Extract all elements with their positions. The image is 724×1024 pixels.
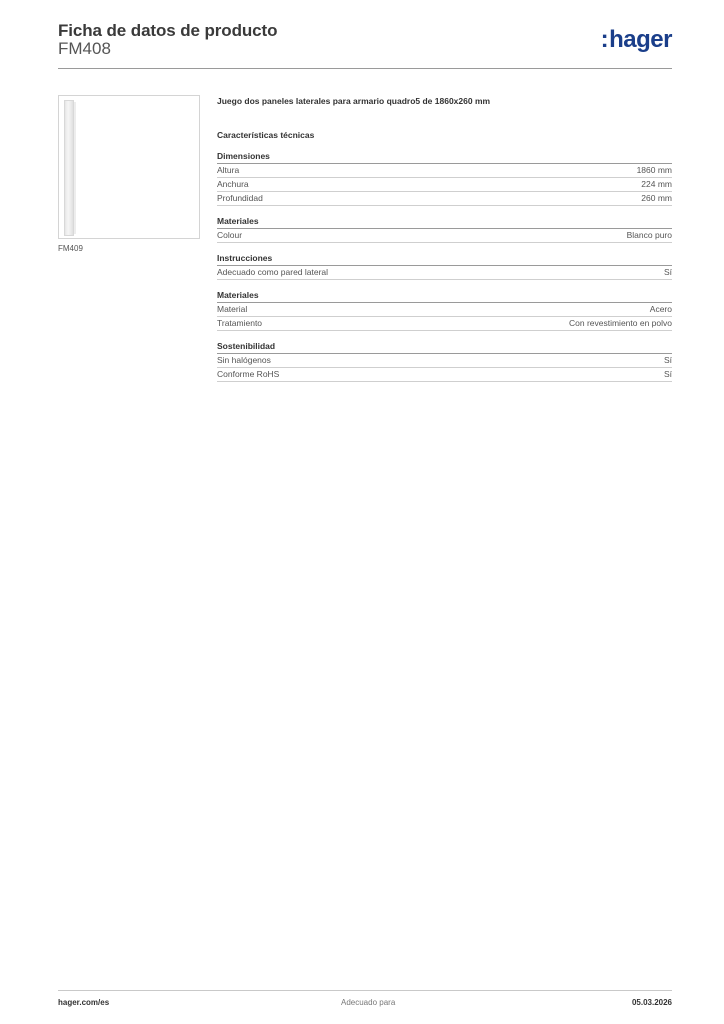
product-description: Juego dos paneles laterales para armario quadro5 de 1860x260 mm	[217, 96, 491, 106]
spec-label: Tratamiento	[217, 318, 263, 328]
footer-divider	[58, 990, 672, 991]
section-title: Instrucciones	[217, 254, 672, 266]
spec-value: Blanco puro	[626, 230, 672, 240]
spec-row	[217, 178, 672, 192]
product-image	[58, 95, 200, 239]
section-title: Dimensiones	[217, 152, 672, 164]
side-panel-illustration	[64, 100, 74, 236]
spec-row	[217, 354, 672, 368]
spec-row	[217, 164, 672, 178]
footer-date: 05.03.2026	[631, 998, 672, 1007]
spec-label: Anchura	[217, 179, 249, 189]
hager-logo: :hager	[600, 26, 672, 53]
spec-section	[217, 254, 672, 280]
spec-row	[217, 317, 672, 331]
spec-label: Adecuado como pared lateral	[217, 267, 329, 277]
spec-section	[217, 342, 672, 382]
section-title: Sostenibilidad	[217, 342, 672, 354]
spec-label: Conforme RoHS	[217, 369, 280, 379]
section-title: Materiales	[217, 217, 672, 229]
spec-row	[217, 192, 672, 206]
spec-section	[217, 217, 672, 243]
tech-characteristics-title: Características técnicas	[217, 130, 315, 140]
spec-row	[217, 266, 672, 280]
spec-label: Profundidad	[217, 193, 263, 203]
spec-label: Sin halógenos	[217, 355, 271, 365]
footer-center-text: Adecuado para	[341, 998, 396, 1007]
spec-content	[217, 96, 672, 393]
spec-value: Con revestimiento en polvo	[568, 318, 672, 328]
spec-label: Altura	[217, 165, 240, 175]
spec-label: Colour	[217, 230, 243, 240]
product-image-caption: FM409	[58, 244, 83, 253]
document-title: Ficha de datos de producto	[58, 21, 278, 40]
spec-section	[217, 152, 672, 206]
spec-value: 1860 mm	[636, 165, 672, 175]
spec-label: Material	[217, 304, 248, 314]
spec-section	[217, 291, 672, 331]
spec-value: Sí	[663, 267, 672, 277]
spec-value: 260 mm	[641, 193, 672, 203]
product-code: FM408	[58, 39, 111, 58]
spec-value: 224 mm	[641, 179, 672, 189]
section-title: Materiales	[217, 291, 672, 303]
spec-value: Acero	[649, 304, 672, 314]
side-panel-edge	[74, 102, 76, 234]
spec-value: Sí	[663, 369, 672, 379]
spec-value: Sí	[663, 355, 672, 365]
header-divider	[58, 68, 672, 69]
spec-row	[217, 368, 672, 382]
spec-row	[217, 303, 672, 317]
spec-row	[217, 229, 672, 243]
footer-website-link[interactable]: hager.com/es	[58, 998, 110, 1007]
